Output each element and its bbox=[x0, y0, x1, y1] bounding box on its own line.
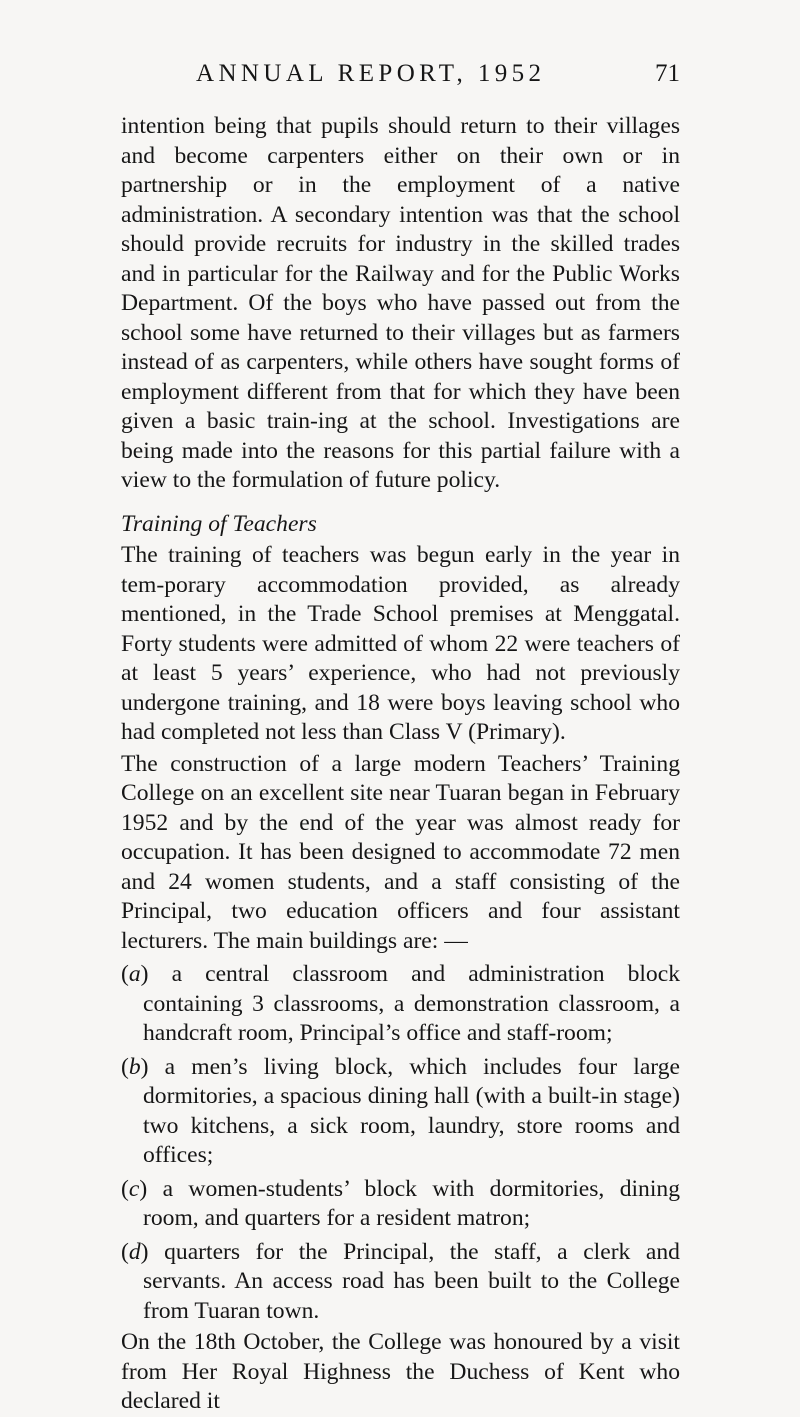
list-item-b bbox=[121, 1053, 680, 1171]
paragraph-teacher-training-start: The training of teachers was begun early in the year in tem-porary accommodation provided, as already mentioned, in the Trade School premises at Menggatal. Forty students were admitted of whom 22 were teachers of at least 5 years’ experience, who had not previously undergone training, and 18 were boys leaving school who had completed not less than Class V (Primary). bbox=[121, 542, 680, 745]
list-marker: (a) bbox=[121, 961, 149, 987]
list-item-text: a central classroom and administration block containing 3 classrooms, a demonstration classroom, a handcraft room, Principal’s office and staff-room; bbox=[143, 961, 680, 1046]
list-item-a bbox=[121, 960, 680, 1049]
page-number: 71 bbox=[655, 60, 680, 87]
buildings-list bbox=[121, 960, 680, 1326]
list-item-text: a women-students’ block with dormitories, dining room, and quarters for a resident matron; bbox=[143, 1175, 680, 1231]
list-item-text: a men’s living block, which includes four large dormitories, a spacious dining hall (with a built-in stage) two kitchens, a sick room, laundry, store rooms and offices; bbox=[143, 1053, 680, 1168]
section-heading-training-of-teachers: Training of Teachers bbox=[121, 510, 317, 537]
list-marker: (d) bbox=[121, 1238, 149, 1265]
list-item-c bbox=[121, 1175, 680, 1234]
running-head bbox=[120, 60, 680, 100]
paragraph-carpentry-intention: intention being that pupils should return to their villages and become carpenters either on their own or in partnership or in the employment of a native administration. A secondary intention was that the school should provide recruits for industry in the skilled trades and in particular for the Railway and for the Public Works Department. Of the boys who have passed out from the school some have returned to their villages but as farmers instead of as carpenters, while others have sought forms of employment different from that for which they have been given a basic train-ing at the school. Investigations are being made into the reasons for this partial failure with a view to the formulation of future policy. bbox=[121, 113, 680, 493]
list-item-d bbox=[121, 1238, 680, 1327]
paragraph-college-construction: The construction of a large modern Teachers’ Training College on an excellent site near Tuaran began in February 1952 and by the end of the year was almost ready for occupation. It has been designed to accommodate 72 men and 24 women students, and a staff consisting of the Principal, two education officers and four assistant lecturers. The main buildings are: — bbox=[121, 750, 680, 954]
list-item-text: quarters for the Principal, the staff, a clerk and servants. An access road has been built to the College from Tuaran town. bbox=[143, 1238, 680, 1324]
running-title: ANNUAL REPORT, 1952 bbox=[196, 60, 546, 87]
list-marker: (c) bbox=[121, 1175, 148, 1202]
list-marker: (b) bbox=[121, 1053, 149, 1080]
body-text bbox=[121, 112, 680, 1417]
paragraph-royal-visit: On the 18th October, the College was honoured by a visit from Her Royal Highness the Duchess of Kent who declared it bbox=[121, 1329, 680, 1414]
